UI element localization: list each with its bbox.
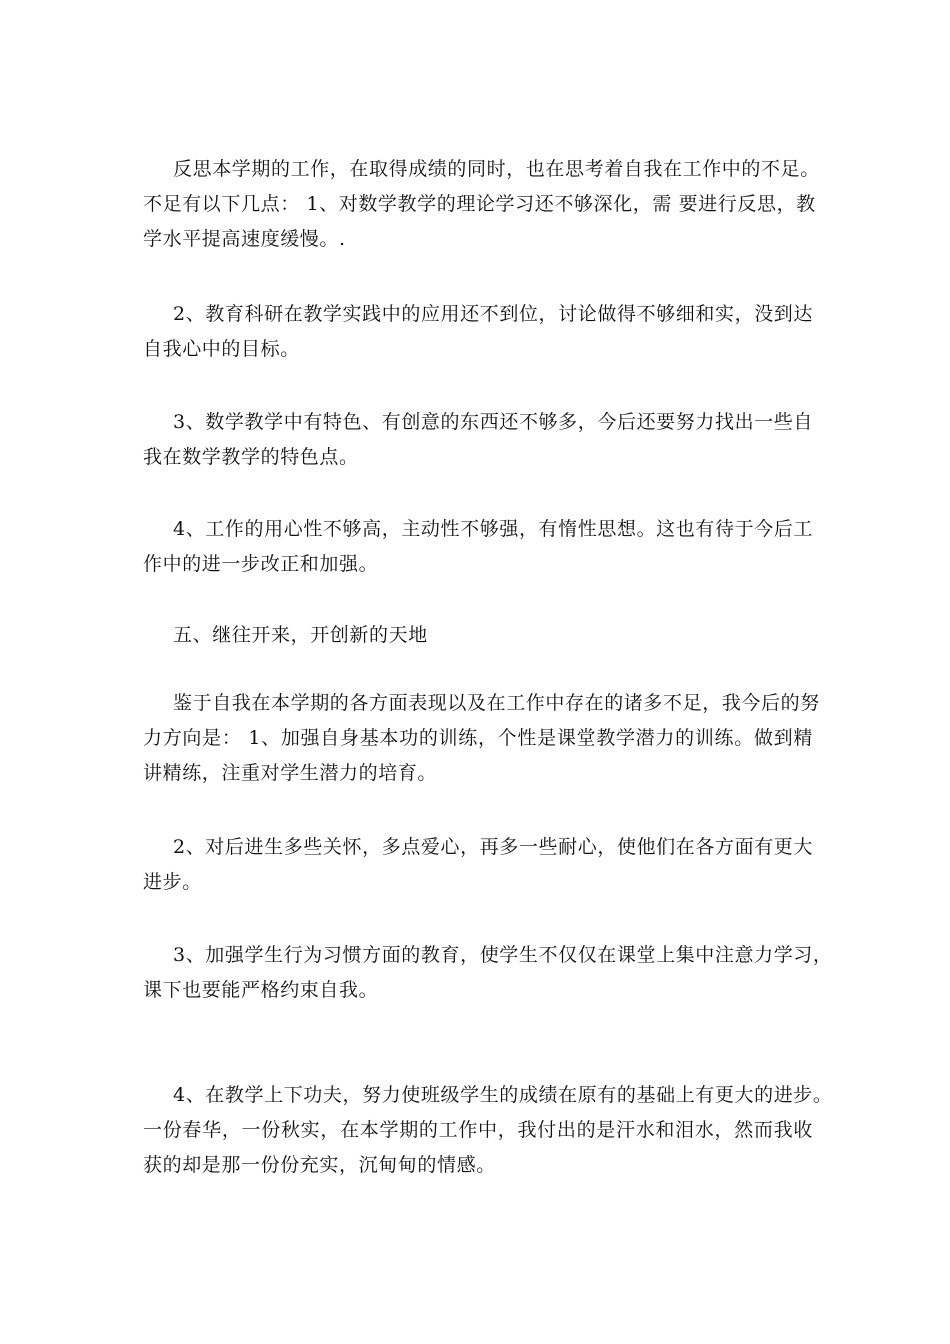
paragraph-line: 进步。 xyxy=(143,871,202,893)
paragraph-line: 4、在教学上下功夫，努力使班级学生的成绩在原有的基础上有更大的进步。 xyxy=(173,1084,833,1106)
paragraph-line: 我在数学教学的特色点。 xyxy=(143,446,359,468)
paragraph-reflection xyxy=(143,152,820,257)
paragraph-line: 2、对后进生多些关怀，多点爱心，再多一些耐心，使他们在各方面有更大 xyxy=(173,836,813,858)
paragraph-line: 一份春华，一份秋实，在本学期的工作中，我付出的是汗水和泪水，然而我收 xyxy=(143,1119,813,1141)
paragraph-line: 自我心中的目标。 xyxy=(143,338,300,360)
paragraph-line: 鉴于自我在本学期的各方面表现以及在工作中存在的诸多不足，我今后的努 xyxy=(173,692,820,714)
section-heading-text: 五、继往开来，开创新的天地 xyxy=(173,624,428,646)
paragraph-shortcoming-2 xyxy=(143,297,813,367)
paragraph-line: 2、教育科研在教学实践中的应用还不到位，讨论做得不够细和实，没到达 xyxy=(173,303,813,325)
paragraph-line: 4、工作的用心性不够高，主动性不够强，有惰性思想。这也有待于今后工 xyxy=(173,518,813,540)
section-heading xyxy=(143,618,813,653)
paragraph-line: 不足有以下几点： 1、对数学教学的理论学习还不够深化，需 要进行反思，教 xyxy=(143,193,816,215)
paragraph-shortcoming-4 xyxy=(143,512,813,582)
paragraph-line: 作中的进一步改正和加强。 xyxy=(143,553,379,575)
paragraph-goal-4 xyxy=(143,1078,833,1183)
paragraph-shortcoming-3 xyxy=(143,405,813,475)
paragraph-line: 学水平提高速度缓慢。. xyxy=(143,228,346,250)
paragraph-line: 力方向是： 1、加强自身基本功的训练，个性是课堂教学潜力的训练。做到精 xyxy=(143,727,813,749)
paragraph-line: 反思本学期的工作，在取得成绩的同时，也在思考着自我在工作中的不足。 xyxy=(173,158,820,180)
paragraph-line: 讲精练，注重对学生潜力的培育。 xyxy=(143,762,438,784)
paragraph-goal-3 xyxy=(143,938,833,1008)
paragraph-line: 获的却是那一份份充实，沉甸甸的情感。 xyxy=(143,1154,496,1176)
paragraph-line: 3、加强学生行为习惯方面的教育，使学生不仅仅在课堂上集中注意力学习， xyxy=(173,944,833,966)
paragraph-line: 3、数学教学中有特色、有创意的东西还不够多，今后还要努力找出一些自 xyxy=(173,411,813,433)
paragraph-line: 课下也要能严格约束自我。 xyxy=(143,979,379,1001)
paragraph-future-direction xyxy=(143,686,820,791)
paragraph-goal-2 xyxy=(143,830,813,900)
